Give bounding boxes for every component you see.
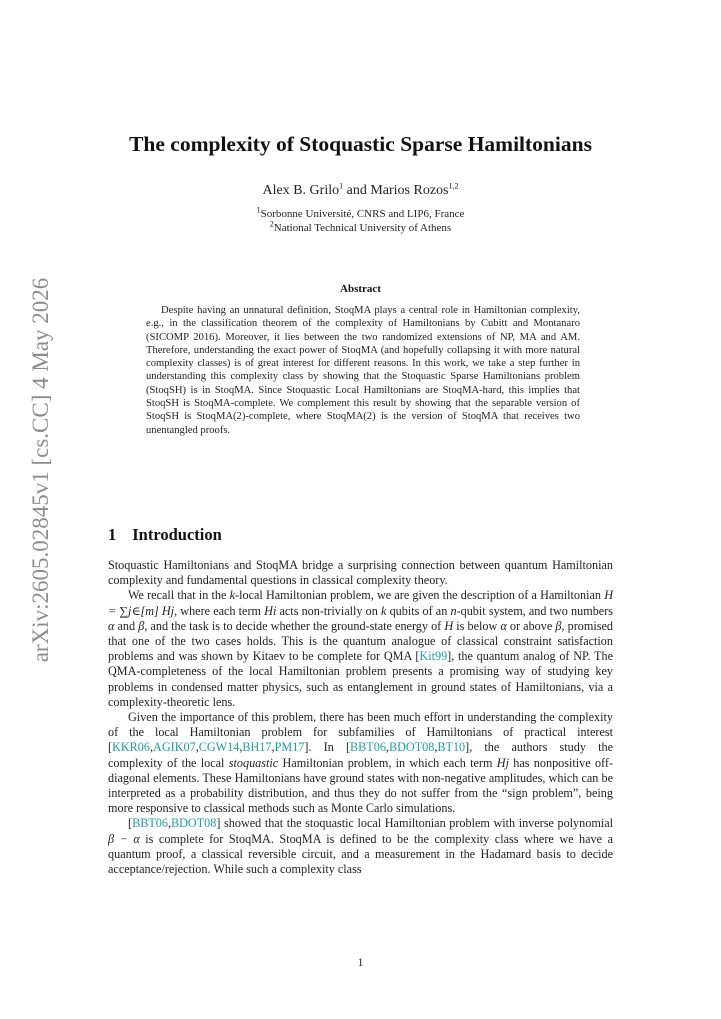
abstract-heading: Abstract bbox=[340, 283, 381, 295]
body-text bbox=[108, 558, 613, 877]
paragraph-4 bbox=[108, 816, 613, 877]
citation-link[interactable]: BDOT08 bbox=[388, 740, 435, 755]
text-span: Given the importance of this problem, there has been much effort in understanding the complexity of the local Hamiltonian problem for subfamilies of Hamiltonians of practical interest [ bbox=[108, 710, 613, 755]
citation-link[interactable]: BBT06 bbox=[350, 740, 386, 755]
text-span: [ bbox=[128, 816, 133, 831]
math-beta: β bbox=[138, 618, 145, 633]
author-line bbox=[0, 183, 721, 199]
math-k: k bbox=[229, 588, 236, 603]
text-span: ], the authors study the complexity of the local bbox=[108, 740, 613, 770]
text-span: ]. In [ bbox=[304, 740, 351, 755]
text-span: , where each term bbox=[174, 603, 265, 618]
text-span: , promised that one of the two cases holds. This is the quantum analogue of classical constraint satisfaction problems and was shown by Kitaev to be complete for QMA [ bbox=[108, 618, 613, 664]
text-span: , and the task is to decide whether the ground-state energy of bbox=[144, 618, 445, 633]
text-span: -qubit system, and two numbers bbox=[456, 603, 614, 618]
text-span: is below bbox=[453, 618, 501, 633]
text-span: -local Hamiltonian problem, we are given the description of a Hamiltonian bbox=[235, 588, 605, 603]
text-span: has nonpositive off-diagonal elements. These Hamiltonians have ground states with non-negative amplitudes, which can be interpreted as a probability distribution, and thus they do not suffer from the “sign problem”, being more responsive to classical methods such as Monte Carlo simulations. bbox=[108, 755, 614, 816]
author-2: Marios Rozos bbox=[370, 183, 449, 198]
text-span: ], the quantum analog of NP. The QMA-completeness of the local Hamiltonian problem presents a promising way of studying key problems in condensed matter physics, such as entanglement in ground states of Hamiltonians, via a complexity-theoretic lens. bbox=[108, 649, 613, 709]
abstract-text: Despite having an unnatural definition, StoqMA plays a central role in Hamiltonian complexity, e.g., in the classification theorem of the complexity of Hamiltonians by Cubitt and Montanaro (SICOMP 2016). Moreover, it lies between the two randomized extensions of NP, MA and AM. Therefore, understanding the exact power of StoqMA (and hopefully collapsing it with more natural complexity classes) is of great interest for different reasons. In this work, we take a step further in understanding this complexity class by showing that the Stoquastic Sparse Hamiltonians problem (StoqSH) is in StoqMA. Since Stoquastic Local Hamiltonians are StoqMA-hard, this implies that StoqSH is StoqMA-complete. We complement this result by showing that the separable version of StoqSH is StoqMA(2)-complete, where StoqMA(2) is the version of StoqMA that receives two unentangled proofs. bbox=[146, 305, 580, 436]
math-hamiltonian-sum: H = ∑j∈[m] Hj bbox=[108, 588, 613, 618]
math-beta: β bbox=[555, 618, 562, 633]
arxiv-stamp-text: arXiv:2605.02845v1 [cs.CC] 4 May 2026 bbox=[28, 277, 53, 663]
text-span: is complete for StoqMA. StoqMA is defined to be the complexity class where we have a quantum proof, a classical reversible circuit, and a measurement in the Hadamard basis to decide acceptance/rejection. While such a complexity class bbox=[108, 831, 613, 877]
paper-title: The complexity of Stoquastic Sparse Hamiltonians bbox=[129, 132, 592, 156]
citation-link[interactable]: KKR06 bbox=[112, 740, 150, 755]
math-hj: Hj bbox=[496, 755, 509, 770]
citation-link[interactable]: CGW14 bbox=[198, 740, 240, 755]
paragraph-2 bbox=[108, 588, 613, 710]
math-k: k bbox=[381, 603, 387, 618]
text-span: ] showed that the stoquastic local Hamiltonian problem with inverse polynomial bbox=[216, 816, 613, 831]
text-span: or above bbox=[506, 618, 556, 633]
math-alpha: α bbox=[108, 618, 115, 633]
affiliation-1-mark: 1 bbox=[256, 205, 261, 215]
author-2-affiliation-mark: 1,2 bbox=[448, 181, 459, 191]
paragraph-3 bbox=[108, 710, 613, 816]
citation-link[interactable]: BBT06 bbox=[132, 816, 168, 831]
text-span: We recall that in the bbox=[128, 588, 230, 603]
affiliation-2-mark: 2 bbox=[269, 219, 274, 229]
citation-link[interactable]: BH17 bbox=[242, 740, 272, 755]
text-span: qubits of an bbox=[386, 603, 451, 618]
citation-separator: , bbox=[385, 740, 389, 755]
math-alpha: α bbox=[500, 618, 507, 633]
affiliation-2-text: National Technical University of Athens bbox=[273, 222, 452, 234]
author-conjunction: and bbox=[343, 183, 371, 198]
citation-link[interactable]: BDOT08 bbox=[171, 816, 217, 831]
citation-link[interactable]: Kit99 bbox=[419, 649, 448, 664]
math-hi: Hi bbox=[264, 603, 277, 618]
citation-separator: , bbox=[434, 740, 438, 755]
citation-separator: , bbox=[239, 740, 243, 755]
citation-link[interactable]: AGIK07 bbox=[153, 740, 196, 755]
emphasis: stoquastic bbox=[228, 755, 279, 770]
page-number: 1 bbox=[357, 957, 364, 969]
text-span: and bbox=[114, 618, 139, 633]
affiliation-1 bbox=[0, 205, 721, 220]
text-span: Hamiltonian problem, in which each term bbox=[278, 755, 497, 770]
section-number: 1 bbox=[108, 525, 117, 544]
text-span: acts non-trivially on bbox=[276, 603, 381, 618]
section-title: Introduction bbox=[132, 525, 222, 544]
affiliation-1-text: Sorbonne Université, CNRS and LIP6, France bbox=[260, 208, 465, 220]
citation-link[interactable]: BT10 bbox=[437, 740, 466, 755]
affiliation-2 bbox=[0, 219, 721, 234]
math-n: n bbox=[450, 603, 457, 618]
citation-separator: , bbox=[271, 740, 275, 755]
author-1: Alex B. Grilo bbox=[262, 183, 340, 198]
section-heading bbox=[108, 525, 222, 545]
arxiv-identifier-stamp bbox=[8, 270, 58, 670]
author-1-affiliation-mark: 1 bbox=[339, 181, 344, 191]
arxiv-stamp-svg bbox=[8, 270, 58, 670]
citation-separator: , bbox=[167, 816, 171, 831]
paragraph-1: Stoquastic Hamiltonians and StoqMA bridge a surprising connection between quantum Hamiltonian complexity and fundamental questions in classical complexity theory. bbox=[108, 558, 613, 588]
citation-separator: , bbox=[195, 740, 199, 755]
math-gap: β − α bbox=[108, 831, 140, 846]
citation-link[interactable]: PM17 bbox=[274, 740, 305, 755]
citation-separator: , bbox=[149, 740, 154, 755]
math-h: H bbox=[444, 618, 454, 633]
